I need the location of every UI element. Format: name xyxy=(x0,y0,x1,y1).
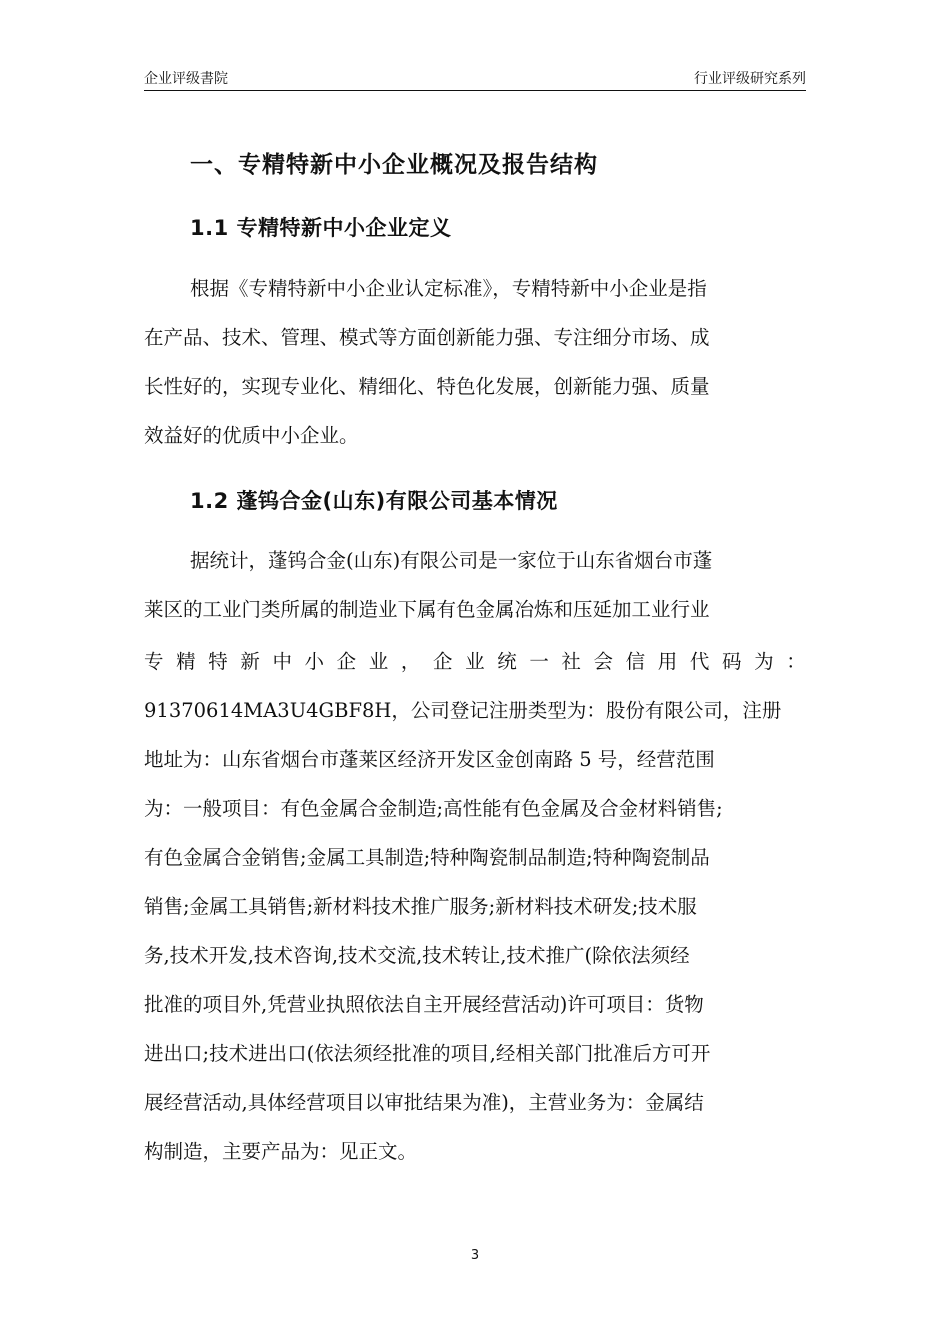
spread-char: 特 xyxy=(208,650,228,673)
paragraph-line: 为：一般项目：有色金属合金制造;高性能有色金属及合金材料销售; xyxy=(144,797,723,820)
spread-char: 专 xyxy=(144,650,164,673)
paragraph-line: 地址为：山东省烟台市蓬莱区经济开发区金创南路 5 号，经营范围 xyxy=(144,748,715,771)
paragraph-line: 效益好的优质中小企业。 xyxy=(144,424,359,447)
spread-char: 码 xyxy=(721,650,742,673)
spread-char: ： xyxy=(786,650,806,673)
paragraph-line: 务,技术开发,技术咨询,技术交流,技术转让,技术推广(除依法须经 xyxy=(144,944,690,967)
spread-char: 企 xyxy=(336,650,357,673)
spread-char: 新 xyxy=(240,650,260,673)
paragraph-line: 莱区的工业门类所属的制造业下属有色金属冶炼和压延加工业行业 xyxy=(144,598,710,621)
header-divider xyxy=(144,90,806,91)
spread-char: 精 xyxy=(176,650,196,673)
section-heading-1-1: 1.1 专精特新中小企业定义 xyxy=(190,216,452,240)
spread-char: 业 xyxy=(368,650,389,673)
spread-char: 统 xyxy=(497,650,517,673)
spread-char: 一 xyxy=(529,650,549,673)
page-number: 3 xyxy=(470,1248,480,1263)
paragraph-line: 批准的项目外,凭营业执照依法自主开展经营活动)许可项目：货物 xyxy=(144,993,704,1016)
section-heading-1-2: 1.2 蓬钨合金(山东)有限公司基本情况 xyxy=(190,489,558,513)
paragraph-line: 构制造，主要产品为：见正文。 xyxy=(144,1140,418,1163)
spread-char: 小 xyxy=(304,650,325,673)
paragraph-line: 长性好的，实现专业化、精细化、特色化发展，创新能力强、质量 xyxy=(144,375,710,398)
spread-char: 为 xyxy=(754,650,774,673)
paragraph-line: 进出口;技术进出口(依法须经批准的项目,经相关部门批准后方可开 xyxy=(144,1042,711,1065)
paragraph-line: 据统计，蓬钨合金(山东)有限公司是一家位于山东省烟台市蓬 xyxy=(190,549,713,572)
paragraph-line: 根据《专精特新中小企业认定标准》，专精特新中小企业是指 xyxy=(190,277,707,300)
spread-char: 中 xyxy=(272,650,292,673)
spread-char: 企 xyxy=(432,650,453,673)
page-header-right: 行业评级研究系列 xyxy=(694,71,806,87)
paragraph-line: 销售;金属工具销售;新材料技术推广服务;新材料技术研发;技术服 xyxy=(144,895,697,918)
section-heading-1: 一、专精特新中小企业概况及报告结构 xyxy=(190,152,598,178)
spread-char: ， xyxy=(400,650,421,673)
paragraph-line: 有色金属合金销售;金属工具制造;特种陶瓷制品制造;特种陶瓷制品 xyxy=(144,846,710,869)
spread-char: 用 xyxy=(657,650,678,673)
page-header-left: 企业评级書院 xyxy=(144,71,228,87)
spread-char: 会 xyxy=(593,650,614,673)
spread-char: 社 xyxy=(561,650,581,673)
spread-char: 代 xyxy=(689,650,710,673)
paragraph-line-spread xyxy=(144,647,806,677)
spread-char: 业 xyxy=(465,650,485,673)
paragraph-line: 展经营活动,具体经营项目以审批结果为准)，主营业务为：金属结 xyxy=(144,1091,704,1114)
spread-char: 信 xyxy=(625,650,646,673)
paragraph-line: 91370614MA3U4GBF8H，公司登记注册类型为：股份有限公司，注册 xyxy=(144,699,782,722)
paragraph-line: 在产品、技术、管理、模式等方面创新能力强、专注细分市场、成 xyxy=(144,326,710,349)
